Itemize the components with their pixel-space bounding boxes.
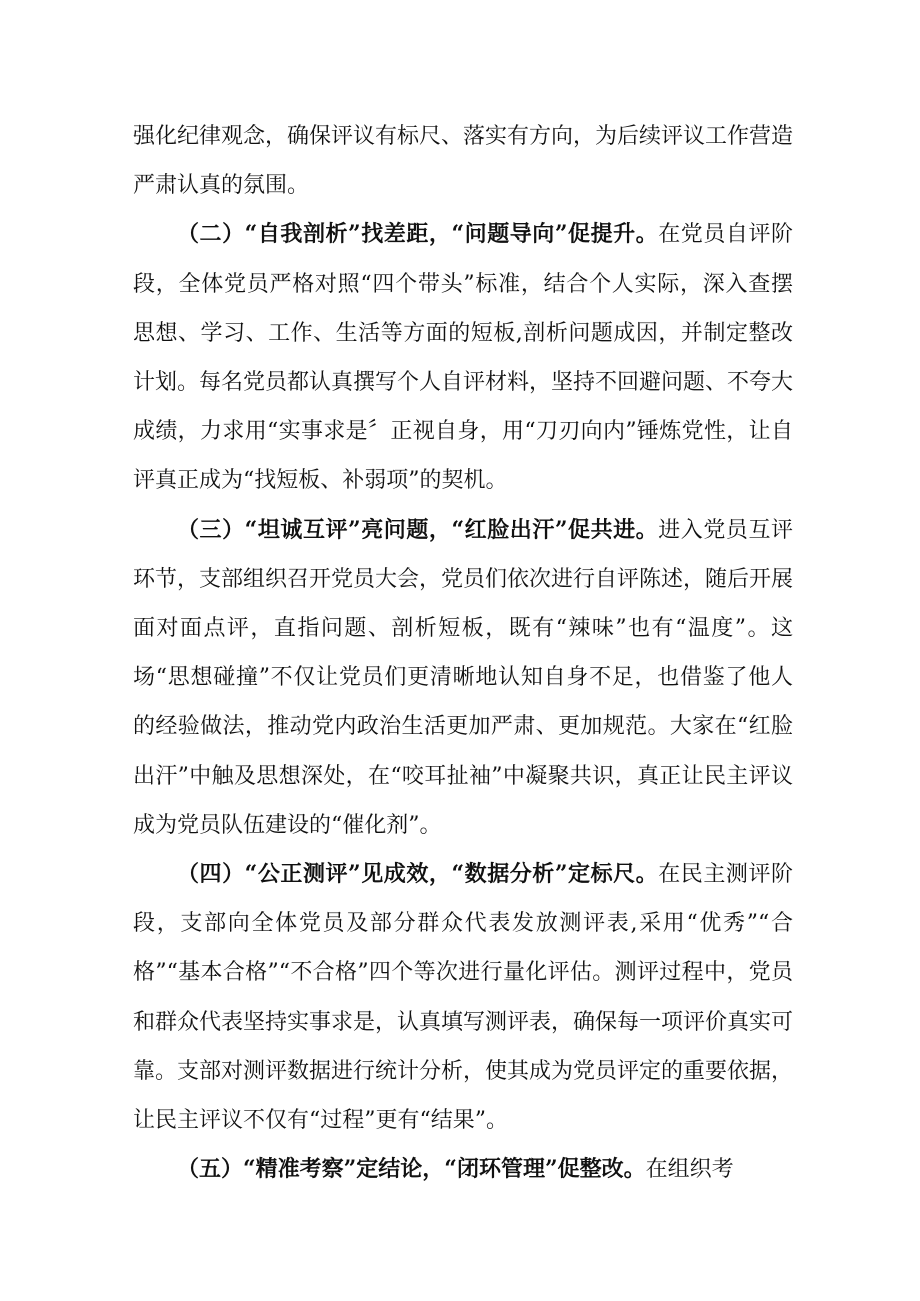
paragraph-continuation [133,112,793,210]
paragraph-body: 强化纪律观念，确保评议有标尺、落实有方向，为后续评议工作营造严肃认真的氛围。 [133,124,794,199]
paragraph-section-5 [133,1145,793,1194]
paragraph-body: 在党员自评阶段，全体党员严格对照“四个带头”标准，结合个人实际，深入查摆思想、学习、工作、生活等方面的短板,剖析问题成因，并制定整改计划。每名党员都认真撰写个人自评材料，坚持不回避问题、不夸大成绩，力求用“实事求是〞正视自身，用“刀刃向内”锤炼党性，让自评真正成为“找短板、补弱项”的契机。 [133,222,794,494]
paragraph-section-3 [133,506,793,850]
paragraph-section-2 [133,210,793,505]
document-body [133,112,793,1194]
section-heading: （四）“公正测评”见成效，“数据分析”定标尺。 [177,861,659,888]
paragraph-body: 进入党员互评环节，支部组织召开党员大会，党员们依次进行自评陈述，随后开展面对面点评，直指问题、剖析短板，既有“辣味”也有“温度”。这场“思想碰撞”不仅让党员们更清晰地认知自身不足，也借鉴了他人的经验做法，推动党内政治生活更加严肃、更加规范。大家在“红脸出汗”中触及思想深处，在“咬耳扯袖”中凝聚共识，真正让民主评议成为党员队伍建设的“催化剂”。 [133,517,794,838]
section-heading: （三）“坦诚互评”亮问题，“红脸出汗”促共进。 [177,516,659,543]
paragraph-section-4 [133,850,793,1145]
paragraph-body: 在组织考 [645,1157,734,1183]
paragraph-body: 在民主测评阶段，支部向全体党员及部分群众代表发放测评表,采用“优秀”“合格”“基本合格”“不合格”四个等次进行量化评估。测评过程中，党员和群众代表坚持实事求是，认真填写测评表，确保每一项评价真实可靠。支部对测评数据进行统计分析，使其成为党员评定的重要依据，让民主评议不仅有“过程”更有“结果”。 [133,862,794,1134]
section-heading: （二）“自我剖析”找差距，“问题导向”促提升。 [177,221,659,248]
section-heading: （五）“精准考察”定结论，“闭环管理”促整改。 [177,1156,646,1183]
